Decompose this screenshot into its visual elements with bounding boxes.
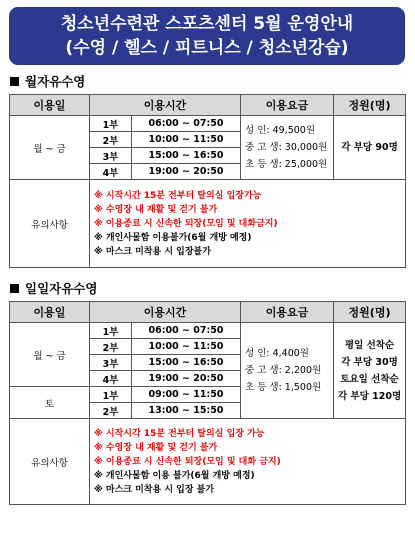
note-item: ※ 마스크 미착용 시 입장불가 [94, 246, 211, 257]
section-title-text: 일일자유수영 [25, 281, 98, 296]
banner-subtitle: (수영 / 헬스 / 피트니스 / 청소년강습) [65, 38, 349, 58]
capacity-weekday-label: 평일 선착순 [344, 339, 395, 351]
fee-middle-high: 중 고 생: 2,200원 [245, 365, 322, 376]
section-title-text: 월자유수영 [25, 74, 86, 89]
part-cell: 2부 [90, 339, 132, 355]
part-cell: 3부 [90, 355, 132, 371]
part-cell: 4부 [90, 164, 132, 180]
table-header-row [10, 95, 406, 116]
note-item: ※ 이용종료 시 신속한 퇴장(모임 및 대화 금지) [94, 456, 281, 467]
fee-adult: 성 인: 4,400원 [245, 348, 309, 359]
part-cell: 3부 [90, 148, 132, 164]
table-header-row [10, 302, 406, 323]
fee-elementary: 초 등 생: 1,500원 [245, 382, 322, 393]
section-title-daily [10, 279, 97, 297]
square-bullet-icon [10, 77, 19, 86]
fee-adult: 성 인: 49,500원 [245, 125, 316, 136]
fee-cell [241, 323, 334, 419]
day-cell: 월 ~ 금 [10, 116, 90, 180]
note-item: ※ 시작시간 15분 전부터 탈의실 입장가능 [94, 190, 262, 201]
title-banner [9, 7, 405, 65]
time-cell: 13:00 ~ 15:50 [132, 403, 241, 419]
notes-row [10, 180, 406, 268]
time-cell: 06:00 ~ 07:50 [132, 323, 241, 339]
part-cell: 2부 [90, 132, 132, 148]
fee-middle-high: 중 고 생: 30,000원 [245, 142, 328, 153]
capacity-cell [334, 323, 406, 419]
capacity-cell: 각 부당 90명 [334, 116, 406, 180]
part-cell: 1부 [90, 116, 132, 132]
header-time: 이용시간 [90, 302, 241, 323]
time-cell: 15:00 ~ 16:50 [132, 148, 241, 164]
part-cell: 1부 [90, 387, 132, 403]
notes-label: 유의사항 [10, 419, 90, 505]
header-fee: 이용요금 [241, 95, 334, 116]
banner-title: 청소년수련관 스포츠센터 5월 운영안내 [60, 14, 354, 34]
note-item: ※ 수영장 내 재활 및 걷기 불가 [94, 204, 218, 215]
time-cell: 19:00 ~ 20:50 [132, 371, 241, 387]
part-cell: 1부 [90, 323, 132, 339]
time-cell: 09:00 ~ 11:50 [132, 387, 241, 403]
monthly-table [9, 94, 406, 268]
notes-label: 유의사항 [10, 180, 90, 268]
table-row [10, 323, 406, 339]
part-cell: 2부 [90, 403, 132, 419]
notes-row [10, 419, 406, 505]
note-item: ※ 개인사물함 이용 불가(6월 개방 예정) [94, 470, 255, 481]
fee-cell [241, 116, 334, 180]
time-cell: 10:00 ~ 11:50 [132, 339, 241, 355]
note-item: ※ 수영장 내 재활 및 걷기 불가 [94, 442, 218, 453]
note-item: ※ 개인사물함 이용불가(6월 개방 예정) [94, 232, 252, 243]
capacity-weekday-value: 각 부당 30명 [341, 356, 398, 368]
note-item: ※ 시작시각 15분 전부터 탈의실 입장 가능 [94, 428, 265, 439]
time-cell: 19:00 ~ 20:50 [132, 164, 241, 180]
time-cell: 06:00 ~ 07:50 [132, 116, 241, 132]
header-time: 이용시간 [90, 95, 241, 116]
time-cell: 10:00 ~ 11:50 [132, 132, 241, 148]
header-capacity: 정원(명) [334, 95, 406, 116]
section-title-monthly [10, 72, 85, 90]
header-day: 이용일 [10, 302, 90, 323]
header-day: 이용일 [10, 95, 90, 116]
header-capacity: 정원(명) [334, 302, 406, 323]
time-cell: 15:00 ~ 16:50 [132, 355, 241, 371]
note-item: ※ 이용종료 시 신속한 퇴장(모임 및 대화금지) [94, 218, 278, 229]
header-fee: 이용요금 [241, 302, 334, 323]
capacity-saturday-value: 각 부당 120명 [338, 390, 402, 402]
square-bullet-icon [10, 284, 19, 293]
part-cell: 4부 [90, 371, 132, 387]
fee-elementary: 초 등 생: 25,000원 [245, 159, 328, 170]
table-row [10, 116, 406, 132]
note-item: ※ 마스크 미착용 시 입장 불가 [94, 484, 215, 495]
day-cell: 월 ~ 금 [10, 323, 90, 387]
notes-cell [90, 419, 406, 505]
notes-cell [90, 180, 406, 268]
capacity-saturday-label: 토요일 선착순 [340, 373, 399, 385]
daily-table [9, 301, 406, 505]
day-cell-saturday: 토 [10, 387, 90, 419]
